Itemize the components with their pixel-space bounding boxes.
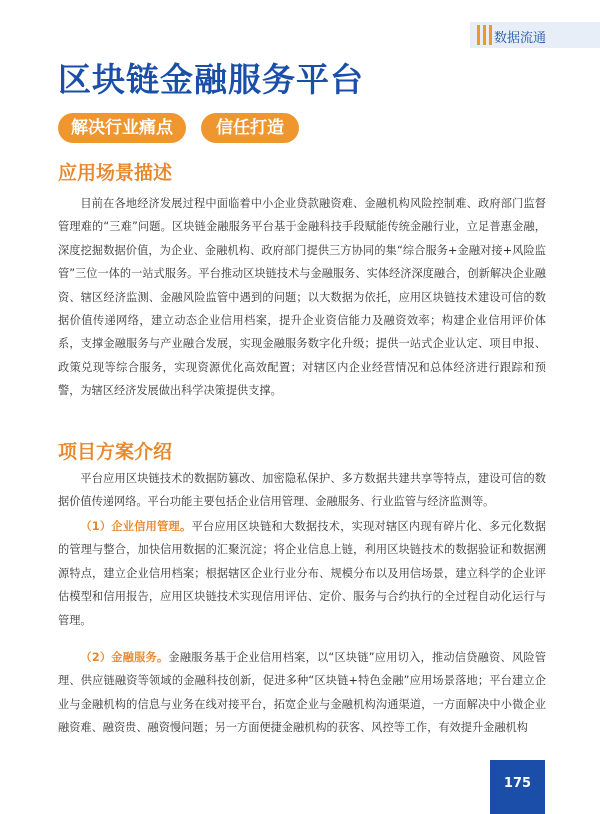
- credit-management-label: （1）企业信用管理。: [80, 520, 192, 533]
- section-title-scenario: 应用场景描述: [58, 162, 173, 184]
- solution-intro-paragraph: 平台应用区块链技术的数据防篡改、加密隐私保护、多方数据共建共享等特点，建设可信的数据价值传递网络。平台功能主要包括企业信用管理、金融服务、行业监管与经济监测等。: [58, 472, 546, 509]
- header-section-label: 数据流通: [494, 31, 547, 46]
- financial-services-label: （2）金融服务。: [80, 651, 169, 664]
- scenario-paragraph: 目前在各地经济发展过程中面临着中小企业贷款融资难、金融机构风险控制难、政府部门监督管理难的“三难”问题。区块链金融服务平台基于金融科技手段赋能传统金融行业，立足普惠金融，深度挖掘数据价值，为企业、金融机构、政府部门提供三方协同的集“综合服务+金融对接+风险监管”三位一体的一站式服务。平台推动区块链技术与金融服务、实体经济深度融合，创新解决企业融资、辖区经济监测、金融风险监管中遇到的问题；以大数据为依托，应用区块链技术建设可信的数据价值传递网络，建立动态企业信用档案，提升企业资信能力及融资效率；构建企业信用评价体系，支撑金融服务与产业融合发展，实现金融服务数字化升级；提供一站式企业认定、项目申报、政策兑现等综合服务，实现资源优化高效配置；对辖区内企业经营情况和总体经济进行跟踪和预警，为辖区经济发展做出科学决策提供支撑。: [58, 197, 546, 398]
- page-number: 175: [503, 776, 532, 791]
- header-stripes-decoration: [477, 25, 492, 45]
- tag-trust-building: 信任打造: [201, 113, 299, 143]
- section-title-solution: 项目方案介绍: [58, 441, 173, 463]
- tag-industry-pain-points: 解决行业痛点: [58, 113, 186, 143]
- credit-management-text: 平台应用区块链和大数据技术，实现对辖区内现有碎片化、多元化数据的管理与整合，加快信用数据的汇聚沉淀；将企业信息上链，利用区块链技术的数据验证和数据溯源特点，建立企业信用档案；根据辖区企业行业分布、规模分布以及用信场景，建立科学的企业评估模型和信用报告，应用区块链技术实现信用评估、定价、服务与合约执行的全过程自动化运行与管理。: [58, 520, 546, 627]
- financial-services-text: 金融服务基于企业信用档案，以“区块链”应用切入，推动信贷融资、风险管理、供应链融资等领域的金融科技创新，促进多种“区块链+特色金融”应用场景落地；平台建立企业与金融机构的信息与业务在线对接平台，拓宽企业与金融机构沟通渠道，一方面解决中小微企业融资难、融资贵、融资慢问题；另一方面便捷金融机构的获客、风控等工作，有效提升金融机构: [58, 651, 546, 735]
- page-title: 区块链金融服务平台: [58, 60, 364, 99]
- financial-services-paragraph: [58, 646, 546, 740]
- credit-management-paragraph: [58, 515, 546, 632]
